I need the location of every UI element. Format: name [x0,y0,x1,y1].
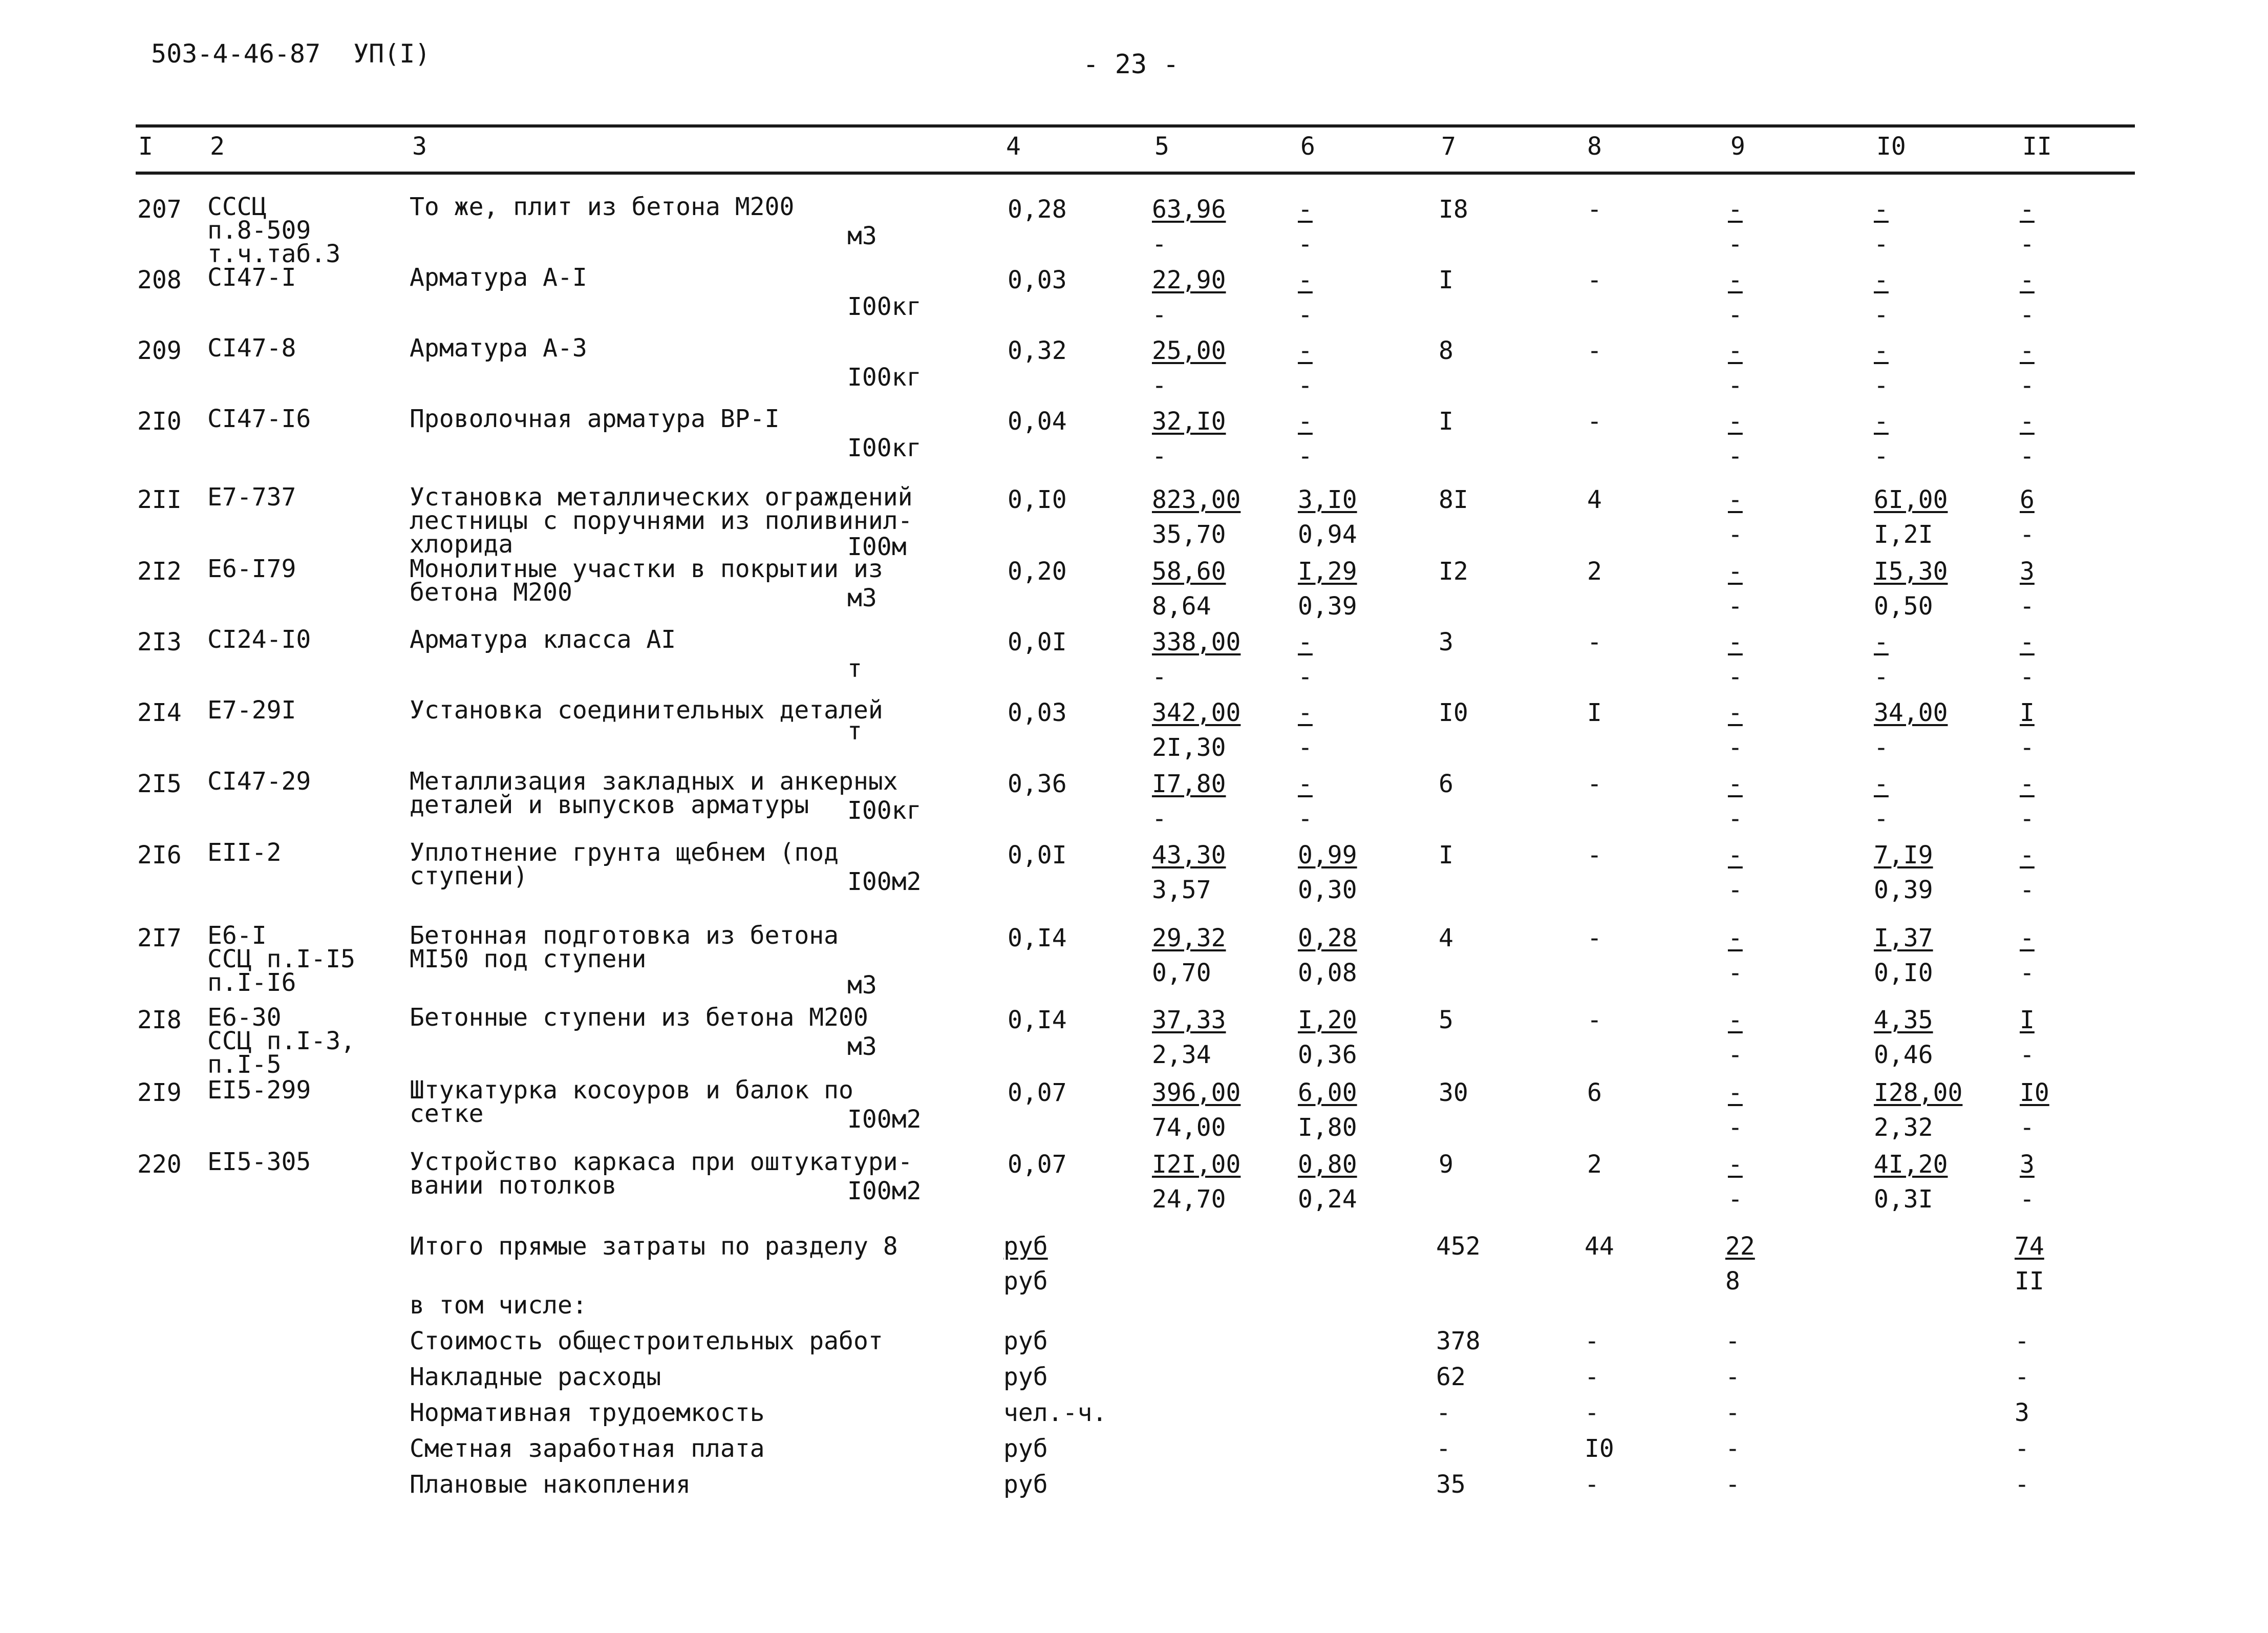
row-col9-top: - [1728,1006,1743,1034]
breakdown-col7: 378 [1436,1327,1481,1355]
row-number: 2I3 [137,628,182,656]
row-col10-top: - [1874,266,1889,294]
row-col6-top: I,20 [1298,1006,1357,1034]
row-col9-bottom: - [1728,663,1743,691]
row-number: 2I6 [137,841,182,869]
total-col9-bottom: 8 [1725,1267,1740,1296]
breakdown-col9: - [1725,1398,1740,1427]
row-number: 2I5 [137,770,182,798]
row-col6-bottom: 0,30 [1298,876,1357,904]
row-col11-top: I [2020,698,2035,727]
column-header-2: 2 [210,132,225,161]
row-col11-top: - [2020,628,2035,656]
row-unit: м3 [847,584,877,612]
row-col7: 4 [1439,924,1453,952]
column-header-3: 3 [412,132,427,161]
row-col7: 8I [1439,485,1468,514]
row-col9-bottom: - [1728,804,1743,833]
breakdown-label: Плановые накопления [410,1470,691,1499]
breakdown-unit: руб [1003,1434,1048,1463]
column-header-11: II [2022,132,2052,161]
row-code: СI24-I0 [207,625,311,654]
document-code: 503-4-46-87 [151,39,321,69]
row-col5-bottom: - [1152,663,1167,691]
row-col11-bottom: - [2020,733,2035,762]
row-col5-top: 396,00 [1152,1078,1241,1107]
row-col11-top: 3 [2020,557,2035,586]
breakdown-unit: руб [1003,1363,1048,1391]
row-col11-bottom: - [2020,1041,2035,1069]
row-col5-bottom: 24,70 [1152,1185,1226,1214]
row-col8: - [1587,924,1602,952]
row-col11-bottom: - [2020,1113,2035,1142]
row-col5-bottom: 3,57 [1152,876,1211,904]
row-col9-bottom: - [1728,371,1743,400]
row-code: СI47-29 [207,767,311,796]
row-col5-bottom: 2I,30 [1152,733,1226,762]
row-col11-bottom: - [2020,301,2035,329]
row-col10-bottom: 0,3I [1874,1185,1933,1214]
row-number: 220 [137,1150,182,1179]
row-col5-top: 823,00 [1152,485,1241,514]
row-col6-bottom: - [1298,804,1313,833]
row-unit: I00м2 [847,867,922,896]
row-col9-top: - [1728,485,1743,514]
row-col6-top: 3,I0 [1298,485,1357,514]
row-col6-bottom: - [1298,371,1313,400]
row-col5-top: 32,I0 [1152,407,1226,436]
total-col8: 44 [1585,1232,1614,1261]
row-col7: 3 [1439,628,1453,656]
row-col7: 6 [1439,770,1453,798]
row-col5-top: I2I,00 [1152,1150,1241,1179]
row-number: 2I9 [137,1078,182,1107]
row-col9-top: - [1728,266,1743,294]
row-col6-bottom: - [1298,301,1313,329]
row-col11-bottom: - [2020,520,2035,549]
row-col11-top: - [2020,407,2035,436]
breakdown-col11: - [2015,1434,2029,1463]
row-col9-top: - [1728,1078,1743,1107]
row-col10-bottom: I,2I [1874,520,1933,549]
row-quantity: 0,03 [1008,266,1067,294]
row-col10-top: 4I,20 [1874,1150,1948,1179]
row-code: Е6-I ССЦ п.I-I5 п.I-I6 [207,921,355,997]
breakdown-col11: 3 [2015,1398,2029,1427]
row-name: То же, плит из бетона М200 [410,193,795,221]
row-col9-top: - [1728,841,1743,869]
section-code: УП(I) [353,39,431,69]
row-col6-top: 0,28 [1298,924,1357,952]
row-col6-bottom: - [1298,733,1313,762]
row-code: ЕI5-299 [207,1076,311,1105]
row-quantity: 0,I4 [1008,924,1067,952]
row-col8: 4 [1587,485,1602,514]
row-quantity: 0,28 [1008,195,1067,224]
column-header-4: 4 [1006,132,1021,161]
row-col10-bottom: - [1874,663,1889,691]
row-name: Монолитные участки в покрытии из бетона М200 [410,555,883,607]
row-number: 2I4 [137,698,182,727]
row-unit: т [847,654,862,683]
row-col9-bottom: - [1728,442,1743,471]
row-col6-top: - [1298,770,1313,798]
row-col11-bottom: - [2020,804,2035,833]
row-quantity: 0,07 [1008,1150,1067,1179]
row-col10-top: - [1874,195,1889,224]
row-col10-top: - [1874,628,1889,656]
row-col9-top: - [1728,1150,1743,1179]
row-unit: I00кг [847,363,922,392]
row-name: Установка металлических ограждений лестницы с поручнями из поливинил- хлорида [410,483,913,559]
row-col6-bottom: 0,94 [1298,520,1357,549]
row-col7: I2 [1439,557,1468,586]
row-col9-bottom: - [1728,876,1743,904]
row-col11-top: - [2020,195,2035,224]
row-col5-top: 25,00 [1152,336,1226,365]
table-top-rule [136,124,2135,128]
row-col8: - [1587,770,1602,798]
row-col11-top: - [2020,770,2035,798]
row-col6-bottom: 0,08 [1298,959,1357,987]
row-quantity: 0,0I [1008,628,1067,656]
row-col10-top: - [1874,770,1889,798]
row-col8: 6 [1587,1078,1602,1107]
breakdown-col11: - [2015,1363,2029,1391]
breakdown-col9: - [1725,1327,1740,1355]
row-col6-bottom: I,80 [1298,1113,1357,1142]
row-col5-top: 29,32 [1152,924,1226,952]
row-col5-top: 342,00 [1152,698,1241,727]
row-col8: I [1587,698,1602,727]
row-col7: 30 [1439,1078,1468,1107]
row-col11-bottom: - [2020,230,2035,259]
row-col11-top: I [2020,1006,2035,1034]
row-number: 2II [137,485,182,514]
row-col5-top: 63,96 [1152,195,1226,224]
row-col11-bottom: - [2020,663,2035,691]
breakdown-unit: чел.-ч. [1003,1398,1107,1427]
row-quantity: 0,0I [1008,841,1067,869]
row-col8: 2 [1587,557,1602,586]
row-code: СССЦ п.8-509 т.ч.таб.3 [207,193,341,268]
row-code: Е7-29I [207,696,296,725]
row-col6-top: - [1298,336,1313,365]
row-unit: м3 [847,1032,877,1061]
breakdown-col9: - [1725,1470,1740,1499]
row-col10-top: I5,30 [1874,557,1948,586]
row-col5-top: 22,90 [1152,266,1226,294]
row-col10-top: 7,I9 [1874,841,1933,869]
row-unit: I00кг [847,292,922,321]
row-col5-bottom: 74,00 [1152,1113,1226,1142]
row-col9-bottom: - [1728,733,1743,762]
row-col9-bottom: - [1728,592,1743,621]
row-col5-bottom: - [1152,371,1167,400]
row-col6-top: 6,00 [1298,1078,1357,1107]
row-unit: I00м2 [847,1105,922,1134]
row-col6-top: 0,99 [1298,841,1357,869]
row-col5-bottom: 8,64 [1152,592,1211,621]
row-col10-bottom: - [1874,301,1889,329]
row-col7: I0 [1439,698,1468,727]
row-col9-top: - [1728,336,1743,365]
row-col11-bottom: - [2020,876,2035,904]
row-code: СI47-I [207,263,296,292]
row-col11-bottom: - [2020,371,2035,400]
row-col7: I8 [1439,195,1468,224]
row-number: 207 [137,195,182,224]
row-unit: м3 [847,222,877,250]
row-col9-bottom: - [1728,1113,1743,1142]
row-col10-bottom: - [1874,371,1889,400]
row-col5-bottom: 35,70 [1152,520,1226,549]
breakdown-label: Накладные расходы [410,1363,661,1391]
breakdown-unit: руб [1003,1470,1048,1499]
row-col10-bottom: 0,I0 [1874,959,1933,987]
row-col11-top: - [2020,924,2035,952]
row-col6-bottom: - [1298,663,1313,691]
breakdown-label: Стоимость общестроительных работ [410,1327,883,1355]
row-quantity: 0,I4 [1008,1006,1067,1034]
column-header-6: 6 [1300,132,1315,161]
column-header-9: 9 [1730,132,1745,161]
row-col8: 2 [1587,1150,1602,1179]
row-col5-top: 58,60 [1152,557,1226,586]
row-col10-top: I,37 [1874,924,1933,952]
row-col11-bottom: - [2020,1185,2035,1214]
row-col10-top: I28,00 [1874,1078,1963,1107]
row-name: Арматура А-I [410,263,587,292]
total-col7: 452 [1436,1232,1481,1261]
total-unit-b: руб [1003,1267,1048,1296]
row-code: Е6-I79 [207,555,296,583]
row-col7: I [1439,266,1453,294]
row-col8: - [1587,336,1602,365]
row-col5-bottom: - [1152,230,1167,259]
row-col8: - [1587,1006,1602,1034]
breakdown-col8: - [1585,1470,1599,1499]
row-col7: I [1439,407,1453,436]
row-code: СI47-I6 [207,405,311,433]
row-col5-top: I7,80 [1152,770,1226,798]
row-code: Е6-30 ССЦ п.I-3, п.I-5 [207,1003,355,1079]
row-name: Проволочная арматура ВР-I [410,405,780,433]
row-col9-top: - [1728,698,1743,727]
row-col10-top: - [1874,407,1889,436]
row-name: Металлизация закладных и анкерных деталей и выпусков арматуры [410,767,898,819]
row-col7: 5 [1439,1006,1453,1034]
row-col10-bottom: - [1874,442,1889,471]
row-col11-top: I0 [2020,1078,2049,1107]
row-col7: 8 [1439,336,1453,365]
breakdown-col9: - [1725,1434,1740,1463]
breakdown-label: Нормативная трудоемкость [410,1398,765,1427]
row-col6-top: - [1298,195,1313,224]
breakdown-col11: - [2015,1470,2029,1499]
row-number: 2I0 [137,407,182,436]
column-header-7: 7 [1441,132,1456,161]
breakdown-col7: 35 [1436,1470,1466,1499]
row-col10-bottom: - [1874,230,1889,259]
row-name: Арматура А-3 [410,334,587,363]
row-col7: 9 [1439,1150,1453,1179]
row-col5-bottom: - [1152,442,1167,471]
total-unit-a: руб [1003,1232,1048,1261]
row-code: СI47-8 [207,334,296,363]
row-col10-top: 6I,00 [1874,485,1948,514]
row-col5-top: 37,33 [1152,1006,1226,1034]
row-col6-bottom: - [1298,442,1313,471]
breakdown-unit: руб [1003,1327,1048,1355]
row-col11-top: - [2020,336,2035,365]
breakdown-col9: - [1725,1363,1740,1391]
row-col11-top: 6 [2020,485,2035,514]
row-col6-top: I,29 [1298,557,1357,586]
row-col9-top: - [1728,770,1743,798]
breakdown-col8: I0 [1585,1434,1614,1463]
row-quantity: 0,04 [1008,407,1067,436]
row-col10-bottom: - [1874,733,1889,762]
row-unit: I00кг [847,434,922,462]
row-quantity: 0,03 [1008,698,1067,727]
column-header-10: I0 [1876,132,1906,161]
row-col6-top: - [1298,407,1313,436]
breakdown-col8: - [1585,1327,1599,1355]
row-name: Штукатурка косоуров и балок по сетке [410,1076,853,1128]
row-col8: - [1587,841,1602,869]
row-col9-top: - [1728,407,1743,436]
row-number: 2I2 [137,557,182,586]
breakdown-col8: - [1585,1363,1599,1391]
total-label: Итого прямые затраты по разделу 8 [410,1232,898,1261]
row-col6-top: 0,80 [1298,1150,1357,1179]
row-col11-bottom: - [2020,442,2035,471]
row-name: Уплотнение грунта щебнем (под ступени) [410,838,839,890]
column-header-8: 8 [1587,132,1602,161]
row-unit: м3 [847,971,877,1000]
row-col10-top: - [1874,336,1889,365]
row-col9-bottom: - [1728,959,1743,987]
row-col10-bottom: 0,46 [1874,1041,1933,1069]
breakdown-col7: 62 [1436,1363,1466,1391]
row-name: Устройство каркаса при оштукатури- вании потолков [410,1148,913,1200]
row-code: Е7-737 [207,483,296,512]
row-col6-bottom: 0,39 [1298,592,1357,621]
row-col5-top: 338,00 [1152,628,1241,656]
row-col9-top: - [1728,195,1743,224]
row-col8: - [1587,266,1602,294]
row-col5-bottom: 0,70 [1152,959,1211,987]
row-col9-bottom: - [1728,301,1743,329]
row-col10-bottom: 2,32 [1874,1113,1933,1142]
row-unit: I00м [847,533,907,561]
row-col9-bottom: - [1728,1185,1743,1214]
breakdown-col8: - [1585,1398,1599,1427]
row-col8: - [1587,407,1602,436]
column-header-5: 5 [1154,132,1169,161]
row-col11-top: - [2020,266,2035,294]
total-col11-bottom: II [2015,1267,2044,1296]
total-col11-top: 74 [2015,1232,2044,1261]
including-label: в том числе: [410,1291,587,1320]
row-quantity: 0,20 [1008,557,1067,586]
row-col6-top: - [1298,266,1313,294]
row-quantity: 0,I0 [1008,485,1067,514]
breakdown-col7: - [1436,1398,1451,1427]
breakdown-col11: - [2015,1327,2029,1355]
row-col10-top: 4,35 [1874,1006,1933,1034]
row-col9-bottom: - [1728,520,1743,549]
row-col7: I [1439,841,1453,869]
row-col6-top: - [1298,698,1313,727]
row-col10-bottom: 0,39 [1874,876,1933,904]
row-code: ЕI5-305 [207,1148,311,1176]
breakdown-col7: - [1436,1434,1451,1463]
row-quantity: 0,32 [1008,336,1067,365]
row-col6-bottom: 0,24 [1298,1185,1357,1214]
row-number: 208 [137,266,182,294]
row-col10-top: 34,00 [1874,698,1948,727]
row-quantity: 0,36 [1008,770,1067,798]
row-col11-top: - [2020,841,2035,869]
row-col9-top: - [1728,628,1743,656]
row-col11-bottom: - [2020,592,2035,621]
row-col6-top: - [1298,628,1313,656]
row-col5-bottom: - [1152,301,1167,329]
row-col9-top: - [1728,924,1743,952]
row-col10-bottom: 0,50 [1874,592,1933,621]
row-col5-top: 43,30 [1152,841,1226,869]
row-col6-bottom: - [1298,230,1313,259]
row-col11-bottom: - [2020,959,2035,987]
row-col8: - [1587,628,1602,656]
row-number: 2I8 [137,1006,182,1034]
breakdown-label: Сметная заработная плата [410,1434,765,1463]
row-col9-bottom: - [1728,1041,1743,1069]
row-col11-top: 3 [2020,1150,2035,1179]
table-header-rule [136,172,2135,175]
row-col9-bottom: - [1728,230,1743,259]
row-number: 209 [137,336,182,365]
row-col10-bottom: - [1874,804,1889,833]
row-col5-bottom: 2,34 [1152,1041,1211,1069]
row-name: Арматура класса АI [410,625,676,654]
row-name: Установка соединительных деталей [410,696,883,725]
row-quantity: 0,07 [1008,1078,1067,1107]
row-unit: I00м2 [847,1177,922,1205]
row-code: ЕII-2 [207,838,282,867]
row-col5-bottom: - [1152,804,1167,833]
row-name: Бетонная подготовка из бетона МI50 под ступени [410,921,839,973]
row-number: 2I7 [137,924,182,952]
row-unit: т [847,717,862,746]
row-name: Бетонные ступени из бетона М200 [410,1003,868,1032]
row-col9-top: - [1728,557,1743,586]
row-unit: I00кг [847,796,922,825]
total-col9-top: 22 [1725,1232,1755,1261]
row-col8: - [1587,195,1602,224]
row-col6-bottom: 0,36 [1298,1041,1357,1069]
page-number: - 23 - [1083,49,1179,80]
column-header-1: I [138,132,153,161]
